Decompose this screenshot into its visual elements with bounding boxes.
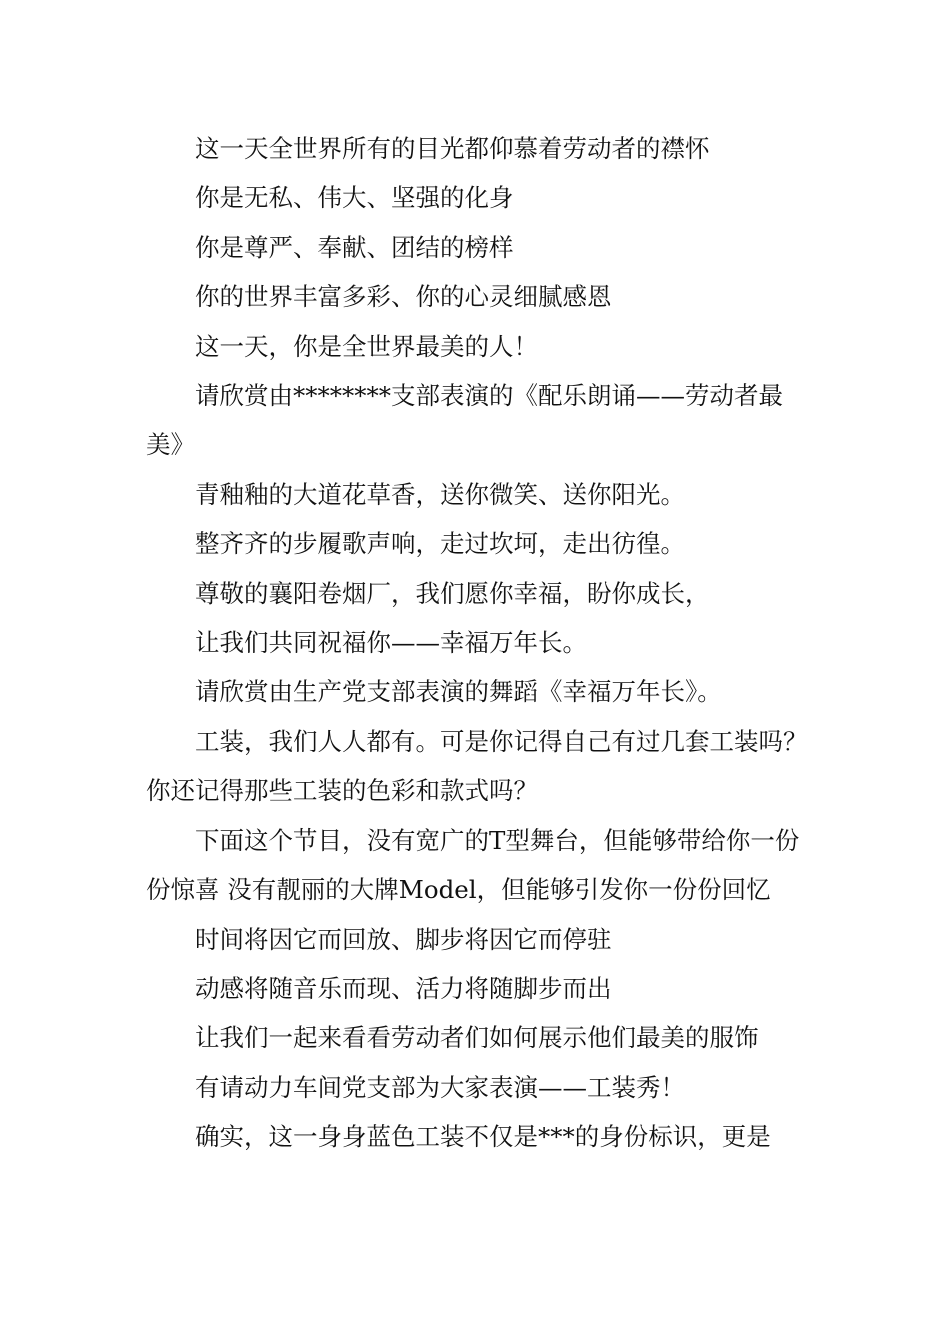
document-body (146, 124, 808, 1162)
paragraph: 你是无私、伟大、坚强的化身 (195, 183, 514, 213)
paragraph: 下面这个节目，没有宽广的T型舞台，但能够带给你一份份惊喜 没有靓丽的大牌Model，但能够引发你一份份回忆 (146, 825, 800, 905)
paragraph: 有请动力车间党支部为大家表演——工装秀！ (195, 1072, 685, 1102)
paragraph: 工装，我们人人都有。可是你记得自己有过几套工装吗？ 你还记得那些工装的色彩和款式吗？ (146, 726, 808, 806)
paragraph: 确实，这一身身蓝色工装不仅是***的身份标识，更是 (195, 1122, 771, 1152)
paragraph: 请欣赏由生产党支部表演的舞蹈《幸福万年长》。 (195, 677, 722, 707)
paragraph: 你是尊严、奉献、团结的榜样 (195, 232, 514, 262)
paragraph: 尊敬的襄阳卷烟厂，我们愿你幸福，盼你成长， (195, 578, 710, 608)
paragraph: 你的世界丰富多彩、你的心灵细腻感恩 (195, 282, 612, 312)
paragraph: 请欣赏由********支部表演的《配乐朗诵——劳动者最美》 (146, 381, 783, 460)
paragraph: 让我们共同祝福你——幸福万年长。 (195, 628, 587, 658)
paragraph: 这一天全世界所有的目光都仰慕着劳动者的襟怀 (195, 134, 710, 163)
paragraph: 时间将因它而回放、脚步将因它而停驻 (195, 924, 612, 954)
paragraph: 青釉釉的大道花草香，送你微笑、送你阳光。 (195, 479, 685, 509)
paragraph: 这一天，你是全世界最美的人！ (195, 331, 538, 361)
paragraph: 让我们一起来看看劳动者们如何展示他们最美的服饰 (195, 1023, 759, 1053)
paragraph: 整齐齐的步履歌声响，走过坎坷，走出彷徨。 (195, 529, 685, 559)
paragraph: 动感将随音乐而现、活力将随脚步而出 (195, 973, 612, 1003)
